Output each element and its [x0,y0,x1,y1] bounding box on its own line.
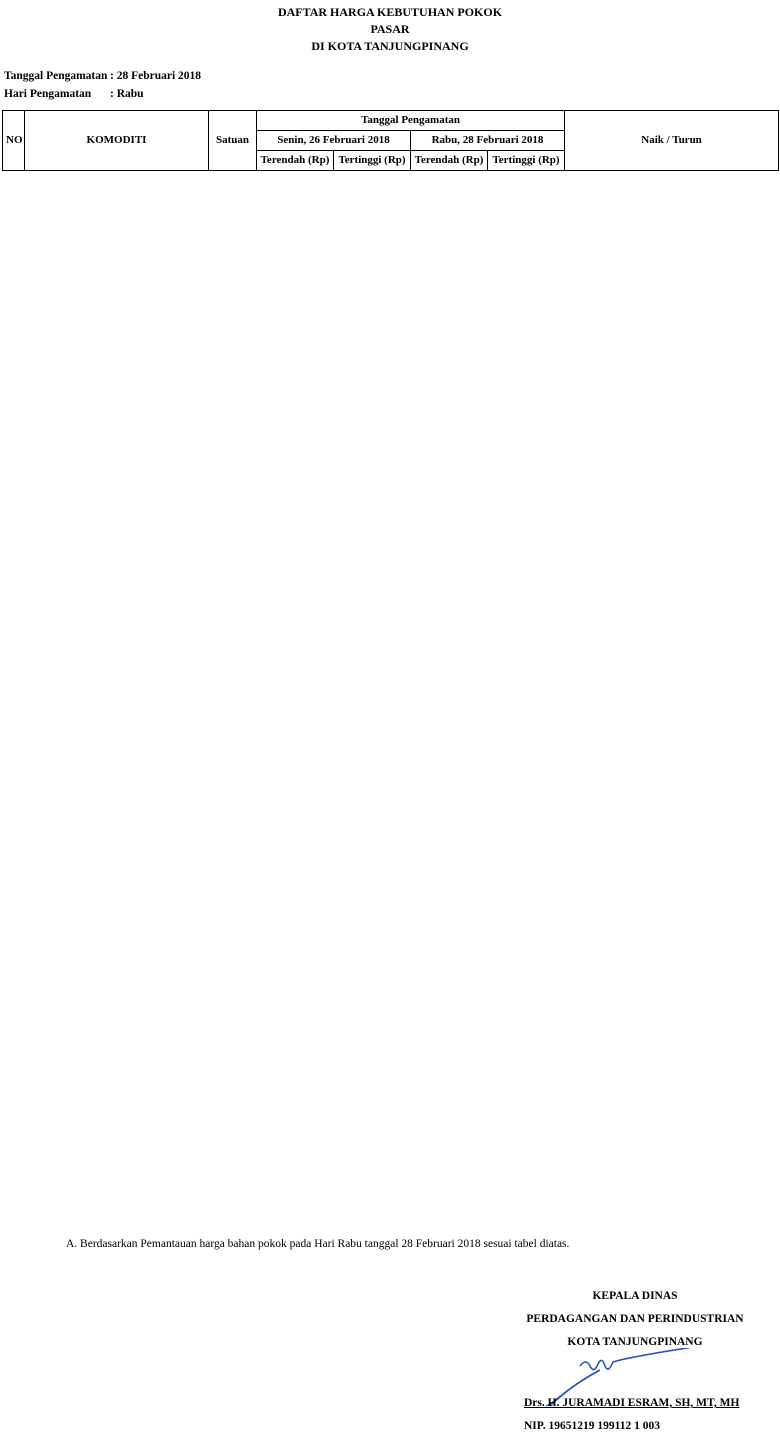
sign-dept: PERDAGANGAN DAN PERINDUSTRIAN [526,1313,744,1325]
header-naik-turun: Naik / Turun [565,111,779,171]
header-high-1: Tertinggi (Rp) [334,151,411,171]
header-low-2: Terendah (Rp) [411,151,488,171]
header-date-rabu: Rabu, 28 Februari 2018 [411,131,565,151]
header-low-1: Terendah (Rp) [257,151,334,171]
header-satuan: Satuan [209,111,257,171]
sign-kepala-dinas: KEPALA DINAS [592,1290,678,1302]
hari-pengamatan [4,85,144,103]
footer-note: A. Berdasarkan Pemantauan harga bahan pokok pada Hari Rabu tanggal 28 Februari 2018 sesuai tabel diatas. [66,1238,570,1250]
hari-value: : Rabu [110,88,144,100]
hari-label: Hari Pengamatan [4,88,92,100]
doc-title: DAFTAR HARGA KEBUTUHAN POKOK [277,5,503,19]
header-date-senin: Senin, 26 Februari 2018 [257,131,411,151]
header-high-2: Tertinggi (Rp) [488,151,565,171]
signer-name: Drs. H. JURAMADI ESRAM, SH, MT, MH [524,1397,740,1409]
header-tanggal-pengamatan: Tanggal Pengamatan [257,111,565,131]
tanggal-label: Tanggal Pengamatan [4,70,108,82]
tanggal-value: : 28 Februari 2018 [110,70,202,82]
doc-subtitle-pasar: PASAR [370,22,410,36]
tanggal-pengamatan [4,67,201,85]
header-no: NO [3,111,25,171]
table-header [3,111,779,171]
doc-subtitle-city: DI KOTA TANJUNGPINANG [311,39,469,53]
price-table [2,110,779,171]
header-komoditi: KOMODITI [25,111,209,171]
signer-nip: NIP. 19651219 199112 1 003 [524,1420,660,1432]
sign-city: KOTA TANJUNGPINANG [567,1336,703,1348]
